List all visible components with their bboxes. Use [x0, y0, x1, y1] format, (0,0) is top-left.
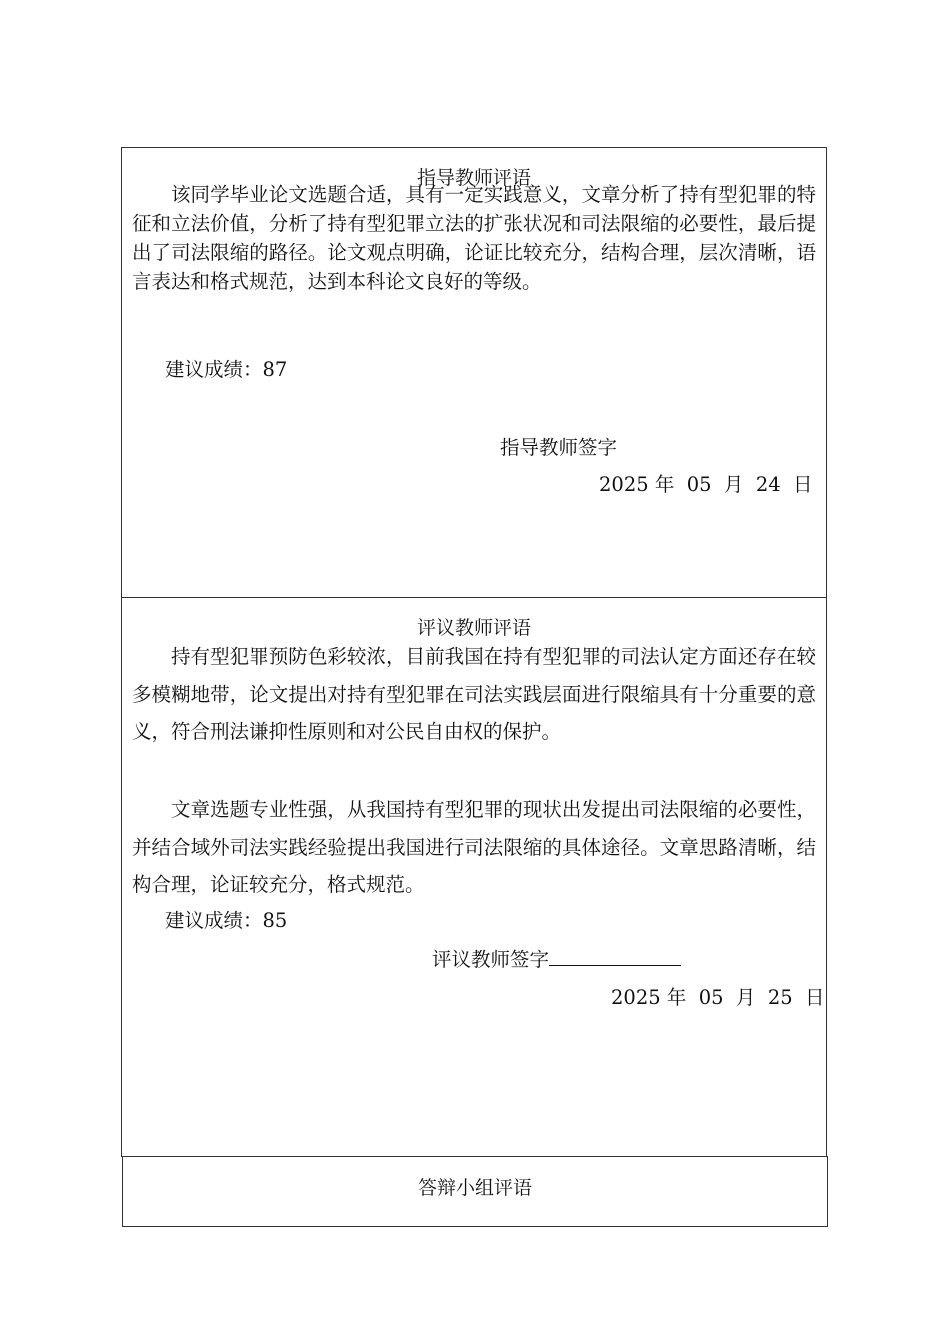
- defense-panel-title: 答辩小组评语: [417, 1177, 532, 1199]
- defense-panel-section: [122, 1156, 828, 1227]
- reviewer-comment-paragraph-2: 文章选题专业性强，从我国持有型犯罪的现状出发提出司法限缩的必要性，并结合域外司法实践经验提出我国进行司法限缩的具体途径。文章思路清晰，结构合理，论证较充分，格式规范。: [132, 798, 816, 896]
- supervisor-date: 2025 年 05 月 24 日: [599, 473, 813, 496]
- supervisor-signature-label: 指导教师签字: [500, 436, 618, 459]
- signature-blank: [549, 945, 681, 966]
- reviewer-date: 2025 年 05 月 25 日: [611, 986, 825, 1009]
- supervisor-comment-section: [121, 147, 827, 598]
- reviewer-comment-paragraph-1: 持有型犯罪预防色彩较浓，目前我国在持有型犯罪的司法认定方面还存在较多模糊地带，论文提出对持有型犯罪在司法实践层面进行限缩具有十分重要的意义，符合刑法谦抑性原则和对公民自由权的保护。: [132, 645, 816, 743]
- reviewer-suggested-grade: 建议成绩：85: [165, 909, 288, 932]
- reviewer-comment-title: 评议教师评语: [416, 617, 531, 639]
- reviewer-signature-line: [432, 944, 681, 972]
- supervisor-comment-title: 指导教师评语: [416, 167, 531, 189]
- reviewer-comment-section: [121, 597, 827, 1157]
- supervisor-suggested-grade: 建议成绩：87: [165, 358, 288, 381]
- reviewer-signature-label: 评议教师签字: [432, 948, 550, 971]
- supervisor-comment-text: 该同学毕业论文选题合适，具有一定实践意义，文章分析了持有型犯罪的特征和立法价值，分析了持有型犯罪立法的扩张状况和司法限缩的必要性，最后提出了司法限缩的路径。论文观点明确，论证比较充分，结构合理，层次清晰，语言表达和格式规范，达到本科论文良好的等级。: [132, 183, 816, 293]
